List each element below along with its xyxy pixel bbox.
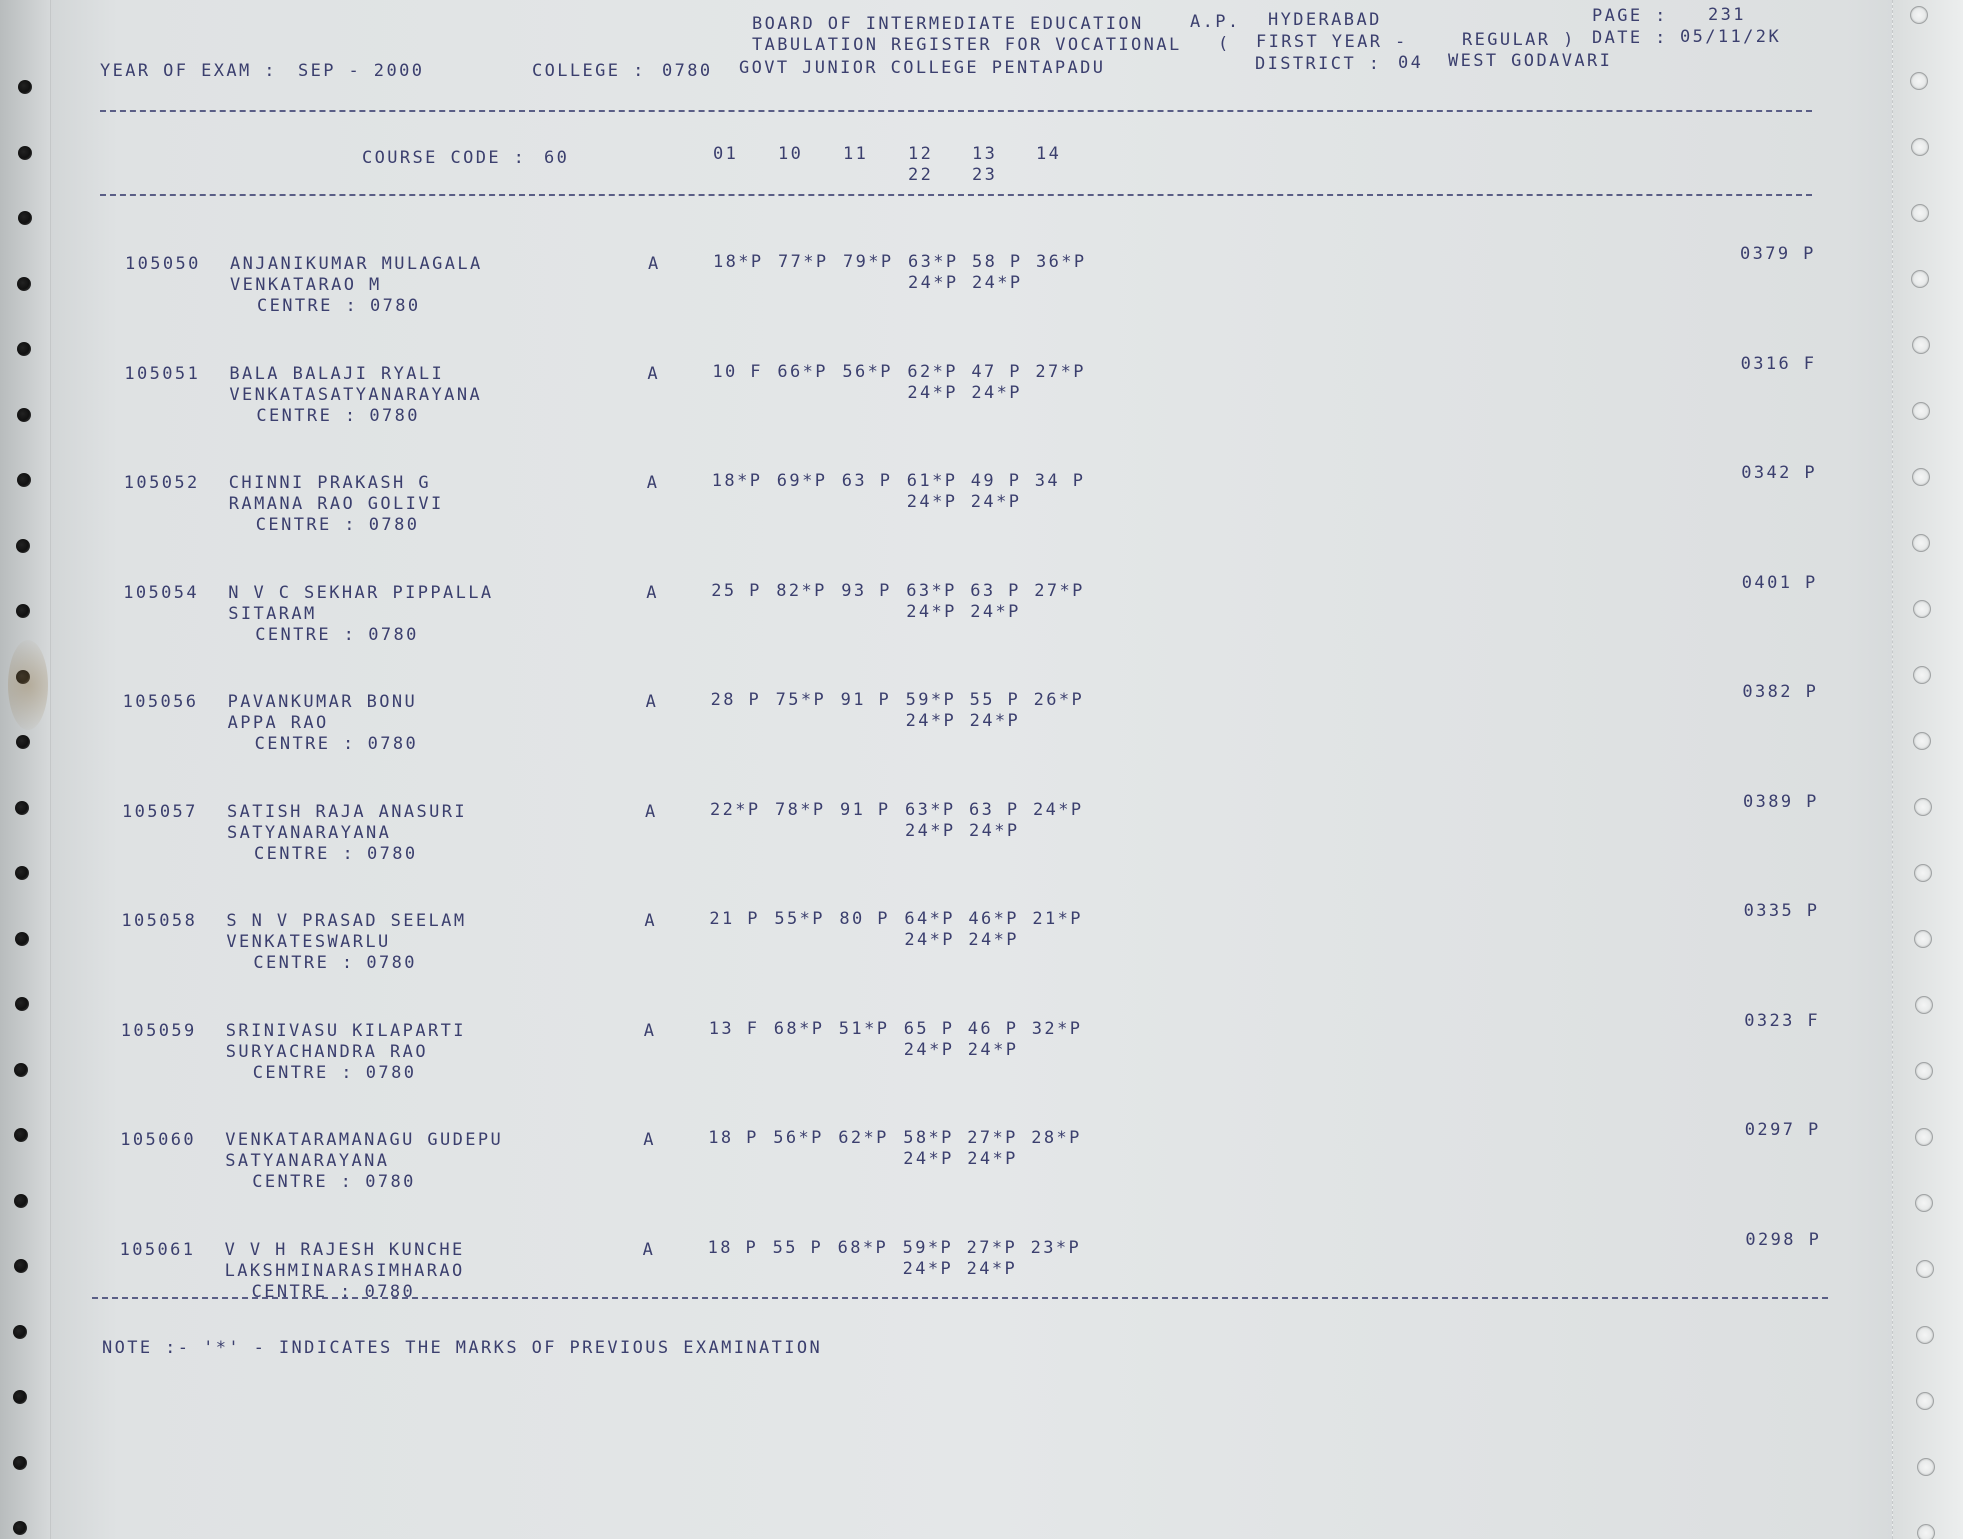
left-feed-hole xyxy=(18,211,32,225)
subject-mark: 24*P xyxy=(969,820,1020,841)
medium-code: A xyxy=(645,692,659,712)
subject-mark: 21 P xyxy=(709,909,760,929)
right-feed-hole xyxy=(1917,1524,1935,1539)
subject-mark: 80 P xyxy=(839,909,890,929)
left-feed-hole xyxy=(13,1521,27,1535)
district-name: WEST GODAVARI xyxy=(1448,51,1613,71)
subject-code: 12 xyxy=(908,144,934,164)
student-record xyxy=(0,682,1963,788)
student-name: CHINNI PRAKASH G xyxy=(228,473,431,493)
subject-mark: 24*P xyxy=(903,1149,954,1169)
subject-mark: 68*P xyxy=(773,1018,825,1039)
centre-label: CENTRE : xyxy=(255,624,357,645)
student-record xyxy=(0,1120,1963,1226)
student-name: SRINIVASU KILAPARTI xyxy=(225,1020,466,1041)
total-result: 0316 F xyxy=(1740,353,1817,374)
hall-ticket-number: 105060 xyxy=(120,1130,196,1150)
student-name: VENKATARAMANAGU GUDEPU xyxy=(225,1130,504,1150)
subject-mark: 25 P xyxy=(711,580,762,601)
date-label: DATE : xyxy=(1592,28,1668,48)
course-code-label: COURSE CODE : xyxy=(362,148,527,168)
centre-code: 0780 xyxy=(367,734,419,754)
student-record xyxy=(0,572,1963,679)
course-divider xyxy=(100,194,1812,196)
total-result: 0323 F xyxy=(1744,1010,1820,1031)
left-feed-hole xyxy=(13,1456,27,1470)
subject-mark: 91 P xyxy=(840,799,891,820)
total-result: 0389 P xyxy=(1743,791,1819,812)
subject-mark: 27*P xyxy=(967,1128,1018,1148)
subject-mark: 36*P xyxy=(1036,252,1087,272)
subject-mark: 56*P xyxy=(842,361,893,382)
year-of-exam-label: YEAR OF EXAM : xyxy=(100,61,277,81)
paren-open: ( xyxy=(1218,34,1231,54)
subject-mark: 24*P xyxy=(903,1039,955,1060)
student-name: SATISH RAJA ANASURI xyxy=(227,801,468,822)
subject-mark: 46*P xyxy=(968,909,1019,929)
father-name: APPA RAO xyxy=(227,713,329,733)
student-record xyxy=(0,901,1963,1007)
student-record xyxy=(0,1229,1963,1336)
father-name: SATYANARAYANA xyxy=(225,1151,390,1171)
father-name: VENKATARAO M xyxy=(230,275,382,295)
centre-code: 0780 xyxy=(366,953,417,973)
total-result: 0401 P xyxy=(1741,572,1818,593)
medium-code: A xyxy=(648,254,661,274)
centre-code: 0780 xyxy=(364,1281,416,1302)
state-abbr: A.P. xyxy=(1190,12,1241,32)
centre-label: CENTRE : xyxy=(254,734,356,754)
college-label: COLLEGE : xyxy=(532,61,646,81)
subject-mark: 24*P xyxy=(967,1149,1018,1169)
subject-mark: 24*P xyxy=(970,601,1021,622)
total-result: 0297 P xyxy=(1744,1120,1821,1140)
subject-mark: 24*P xyxy=(908,273,959,293)
subject-mark: 24*P xyxy=(904,930,955,950)
subject-mark: 18*P xyxy=(713,252,764,272)
subject-mark: 27*P xyxy=(1034,580,1085,601)
medium-code: A xyxy=(646,582,659,603)
subject-mark: 27*P xyxy=(966,1237,1018,1258)
centre-code: 0780 xyxy=(369,405,420,426)
footnote: NOTE :- '*' - INDICATES THE MARKS OF PREVIOUS EXAMINATION xyxy=(102,1338,823,1358)
centre-label: CENTRE : xyxy=(254,843,356,864)
subject-code: 10 xyxy=(778,144,804,164)
subject-mark: 65 P xyxy=(903,1018,955,1039)
subject-mark: 63 P xyxy=(841,471,893,491)
subject-mark: 63 P xyxy=(969,799,1020,820)
total-result: 0335 P xyxy=(1743,901,1820,921)
subject-mark: 24*P xyxy=(967,1039,1019,1060)
subject-mark: 79*P xyxy=(843,252,894,272)
right-feed-hole xyxy=(1911,204,1929,222)
medium-code: A xyxy=(647,363,661,384)
subject-mark: 78*P xyxy=(775,799,826,820)
total-result: 0298 P xyxy=(1745,1229,1822,1250)
subject-mark: 64*P xyxy=(904,909,955,929)
subject-mark: 47 P xyxy=(971,361,1022,382)
father-name: SITARAM xyxy=(228,603,317,624)
hall-ticket-number: 105059 xyxy=(120,1020,197,1041)
subject-mark: 28 P xyxy=(710,690,762,710)
subject-code: 11 xyxy=(843,144,869,164)
subject-mark: 56*P xyxy=(773,1128,824,1148)
student-name: ANJANIKUMAR MULAGALA xyxy=(230,254,483,274)
centre-code: 0780 xyxy=(368,515,420,535)
medium-code: A xyxy=(644,911,658,931)
header-divider xyxy=(100,110,1812,112)
subject-mark: 93 P xyxy=(841,580,892,601)
subject-mark: 24*P xyxy=(906,601,957,622)
hall-ticket-number: 105052 xyxy=(123,473,200,493)
total-result: 0379 P xyxy=(1740,244,1816,264)
exam-type: REGULAR ) xyxy=(1462,30,1576,50)
centre-label: CENTRE : xyxy=(252,1062,354,1083)
subject-code: 13 xyxy=(972,144,998,164)
subject-mark: 27*P xyxy=(1035,361,1086,382)
right-feed-hole xyxy=(1910,6,1928,24)
centre-code: 0780 xyxy=(365,1062,417,1083)
subject-mark: 58*P xyxy=(903,1128,954,1148)
hall-ticket-number: 105051 xyxy=(124,363,201,384)
subject-mark: 18*P xyxy=(711,471,763,491)
medium-code: A xyxy=(646,473,660,493)
subject-mark: 10 F xyxy=(712,361,763,382)
subject-mark: 34 P xyxy=(1034,471,1086,491)
student-name: PAVANKUMAR BONU xyxy=(227,692,418,712)
centre-label: CENTRE : xyxy=(255,515,357,535)
student-name: V V H RAJESH KUNCHE xyxy=(224,1239,465,1260)
subject-mark: 23*P xyxy=(1030,1237,1082,1258)
right-feed-hole xyxy=(1917,1458,1935,1476)
father-name: VENKATASATYANARAYANA xyxy=(229,384,483,405)
centre-label: CENTRE : xyxy=(256,405,358,426)
subject-mark: 24*P xyxy=(969,711,1021,731)
medium-code: A xyxy=(643,1130,656,1150)
subject-mark: 51*P xyxy=(838,1018,890,1039)
subject-mark: 24*P xyxy=(972,273,1023,293)
medium-code: A xyxy=(645,801,658,822)
centre-label: CENTRE : xyxy=(253,953,355,973)
year-of-exam-value: SEP - 2000 xyxy=(298,61,425,81)
subject-mark: 63*P xyxy=(905,799,956,820)
subject-mark: 26*P xyxy=(1033,690,1085,710)
total-result: 0342 P xyxy=(1741,463,1817,483)
student-record xyxy=(0,353,1963,460)
subject-mark: 18 P xyxy=(708,1128,759,1148)
subject-mark: 24*P xyxy=(968,930,1019,950)
medium-code: A xyxy=(643,1020,657,1041)
subject-mark: 24*P xyxy=(971,382,1022,403)
subject-mark: 32*P xyxy=(1031,1018,1083,1039)
subject-mark: 24*P xyxy=(1033,799,1084,820)
left-feed-hole xyxy=(13,1390,27,1404)
hall-ticket-number: 105056 xyxy=(122,692,199,712)
father-name: VENKATESWARLU xyxy=(226,932,391,952)
subject-mark: 82*P xyxy=(776,580,827,601)
subject-mark: 21*P xyxy=(1032,909,1083,929)
father-name: SURYACHANDRA RAO xyxy=(225,1041,428,1062)
subject-mark: 46 P xyxy=(967,1018,1019,1039)
total-result: 0382 P xyxy=(1742,682,1819,702)
subject-mark: 24*P xyxy=(902,1258,954,1279)
subject-mark: 63*P xyxy=(906,580,957,601)
centre-code: 0780 xyxy=(370,296,421,316)
student-name: BALA BALAJI RYALI xyxy=(229,363,445,384)
subject-code: 01 xyxy=(713,144,739,164)
centre-label: CENTRE : xyxy=(252,1172,354,1192)
centre-code: 0780 xyxy=(368,624,419,645)
city-name: HYDERABAD xyxy=(1268,10,1382,30)
father-name: LAKSHMINARASIMHARAO xyxy=(224,1260,465,1281)
subject-mark: 49 P xyxy=(970,471,1022,491)
page-number: 231 xyxy=(1708,5,1746,25)
board-name: BOARD OF INTERMEDIATE EDUCATION xyxy=(752,14,1144,34)
course-code-value: 60 xyxy=(544,148,570,168)
subject-mark: 55*P xyxy=(774,909,825,929)
district-label: DISTRICT : xyxy=(1255,54,1382,74)
district-code: 04 xyxy=(1398,53,1424,73)
register-title: TABULATION REGISTER FOR VOCATIONAL xyxy=(752,35,1182,55)
subject-mark: 59*P xyxy=(902,1237,954,1258)
centre-label: CENTRE : xyxy=(251,1281,353,1302)
subject-mark: 62*P xyxy=(838,1128,889,1148)
right-feed-hole xyxy=(1911,138,1929,156)
subject-mark: 69*P xyxy=(776,471,828,491)
subject-mark: 77*P xyxy=(778,252,829,272)
subject-mark: 61*P xyxy=(906,471,958,491)
subject-mark: 68*P xyxy=(837,1237,889,1258)
subject-mark: 28*P xyxy=(1031,1128,1082,1148)
subject-mark: 66*P xyxy=(777,361,828,382)
hall-ticket-number: 105058 xyxy=(121,911,198,931)
subject-mark: 55 P xyxy=(772,1237,824,1258)
subject-mark: 91 P xyxy=(840,690,892,710)
college-name: GOVT JUNIOR COLLEGE PENTAPADU xyxy=(739,58,1106,78)
date-value: 05/11/2K xyxy=(1680,27,1782,47)
father-name: SATYANARAYANA xyxy=(227,822,392,843)
student-record xyxy=(0,791,1963,898)
college-code: 0780 xyxy=(662,61,713,81)
centre-code: 0780 xyxy=(365,1172,416,1192)
subject-mark: 24*P xyxy=(906,492,958,512)
centre-label: CENTRE : xyxy=(257,296,359,316)
subject-code: 23 xyxy=(972,165,998,185)
subject-mark: 58 P xyxy=(972,252,1023,272)
medium-code: A xyxy=(642,1239,656,1260)
student-record xyxy=(0,463,1963,569)
subject-mark: 59*P xyxy=(905,690,957,710)
subject-mark: 22*P xyxy=(710,799,761,820)
subject-mark: 24*P xyxy=(966,1258,1018,1279)
footer-divider xyxy=(92,1297,1828,1299)
hall-ticket-number: 105057 xyxy=(122,801,198,822)
hall-ticket-number: 105050 xyxy=(125,254,201,274)
left-feed-hole xyxy=(18,146,32,160)
subject-mark: 55 P xyxy=(969,690,1021,710)
subject-mark: 63*P xyxy=(908,252,959,272)
subject-mark: 24*P xyxy=(905,820,956,841)
student-name: S N V PRASAD SEELAM xyxy=(226,911,467,931)
subject-mark: 63 P xyxy=(970,580,1021,601)
left-feed-hole xyxy=(18,80,32,94)
subject-mark: 62*P xyxy=(907,361,958,382)
subject-mark: 13 F xyxy=(708,1018,760,1039)
subject-mark: 24*P xyxy=(905,711,957,731)
hall-ticket-number: 105061 xyxy=(119,1239,196,1260)
subject-code: 14 xyxy=(1036,144,1062,164)
subject-code: 22 xyxy=(908,165,934,185)
student-record xyxy=(0,1010,1963,1117)
subject-mark: 24*P xyxy=(970,492,1022,512)
year-type: FIRST YEAR - xyxy=(1256,32,1408,52)
page-label: PAGE : xyxy=(1592,6,1668,26)
subject-mark: 18 P xyxy=(707,1237,759,1258)
student-name: N V C SEKHAR PIPPALLA xyxy=(228,582,494,603)
subject-mark: 24*P xyxy=(907,382,958,403)
centre-code: 0780 xyxy=(367,843,418,864)
hall-ticket-number: 105054 xyxy=(123,582,199,603)
father-name: RAMANA RAO GOLIVI xyxy=(228,494,444,514)
subject-mark: 75*P xyxy=(775,690,827,710)
student-record xyxy=(0,244,1963,350)
